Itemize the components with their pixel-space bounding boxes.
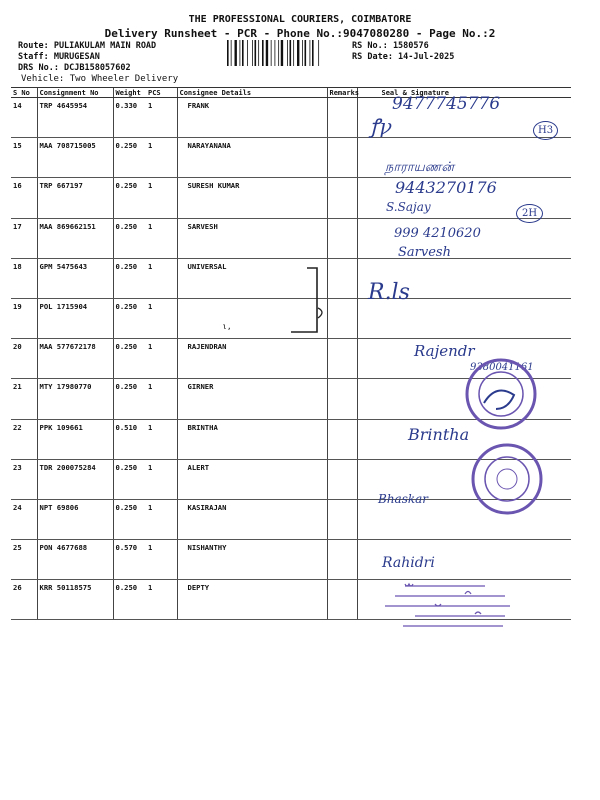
cell-pcs: 1	[146, 459, 177, 499]
cell-consignee: SURESH KUMAR	[177, 178, 327, 218]
col-pcs: PCS	[146, 88, 177, 98]
handwritten-phone: 9477745776	[392, 94, 501, 114]
handwritten-name: S.Sajay	[386, 200, 431, 214]
cell-pcs: 1	[146, 499, 177, 539]
cell-sno: 14	[11, 98, 37, 138]
cell-remarks	[327, 379, 357, 419]
cell-pcs: 1	[146, 379, 177, 419]
barcode-icon	[227, 40, 343, 66]
cell-consignment: GPM 5475643	[37, 258, 113, 298]
cell-weight: 0.250	[113, 339, 146, 379]
seal-stamp-icon	[468, 440, 546, 518]
handwritten-name: Rajendr	[414, 342, 475, 360]
cell-remarks	[327, 499, 357, 539]
rs-number: RS No.: 1580576	[352, 41, 429, 51]
table-row	[11, 138, 571, 178]
cell-consignee: GIRNER	[177, 379, 327, 419]
handwritten-name: Bhaskar	[378, 492, 429, 506]
cell-pcs: 1	[146, 98, 177, 138]
cell-sno: 26	[11, 580, 37, 620]
cell-consignee: NISHANTHY	[177, 540, 327, 580]
table-row	[11, 540, 571, 580]
cell-weight: 0.250	[113, 580, 146, 620]
cell-consignment: PON 4677688	[37, 540, 113, 580]
handwritten-name: Sarvesh	[398, 245, 451, 260]
cell-consignment: MAA 577672178	[37, 339, 113, 379]
cell-weight: 0.250	[113, 138, 146, 178]
cell-consignment: MAA 869662151	[37, 218, 113, 258]
signature-mark-icon: ꝭꝩ	[370, 114, 392, 138]
handwritten-name: Brintha	[408, 425, 470, 444]
handwritten-name: Rahidri	[382, 555, 435, 571]
handwritten-name: R.ls	[368, 280, 410, 305]
cell-consignee: RAJENDRAN	[177, 339, 327, 379]
staff-label: Staff: MURUGESAN	[18, 52, 100, 62]
cell-pcs: 1	[146, 339, 177, 379]
cell-pcs: 1	[146, 178, 177, 218]
cell-sno: 20	[11, 339, 37, 379]
stray-mark-icon: ι,	[222, 322, 232, 331]
cell-consignee: DEPTY	[177, 580, 327, 620]
handwritten-phone: 9443270176	[395, 178, 497, 197]
cell-remarks	[327, 419, 357, 459]
cell-consignee: FRANK	[177, 98, 327, 138]
cell-weight: 0.250	[113, 258, 146, 298]
cell-sno: 16	[11, 178, 37, 218]
cell-consignee: UNIVERSAL	[177, 258, 327, 298]
cell-consignee: SARVESH	[177, 218, 327, 258]
cell-consignment: NPT 69806	[37, 499, 113, 539]
cell-remarks	[327, 138, 357, 178]
cell-sno: 18	[11, 258, 37, 298]
cell-weight: 0.510	[113, 419, 146, 459]
handwritten-phone: 9380041161	[470, 362, 534, 373]
table-row	[11, 218, 571, 258]
cell-consignee: BRINTHA	[177, 419, 327, 459]
cell-sno: 21	[11, 379, 37, 419]
handwritten-phone: 999 4210620	[394, 226, 481, 241]
route-label: Route: PULIAKULAM MAIN ROAD	[18, 41, 157, 51]
cell-weight: 0.570	[113, 540, 146, 580]
vehicle-label: Vehicle: Two Wheeler Delivery	[21, 74, 179, 84]
cell-pcs: 1	[146, 218, 177, 258]
bracket-mark-icon	[285, 262, 335, 337]
cell-weight: 0.250	[113, 218, 146, 258]
cell-consignee: NARAYANANA	[177, 138, 327, 178]
cell-remarks	[327, 540, 357, 580]
col-consignment: Consignment No	[37, 88, 113, 98]
cell-sno: 19	[11, 298, 37, 338]
handwritten-code: 2H	[516, 204, 543, 223]
cell-sno: 22	[11, 419, 37, 459]
col-remarks: Remarks	[327, 88, 357, 98]
cell-consignment: POL 1715904	[37, 298, 113, 338]
cell-pcs: 1	[146, 298, 177, 338]
cell-pcs: 1	[146, 580, 177, 620]
rubber-stamp-icon	[375, 576, 535, 636]
cell-weight: 0.250	[113, 459, 146, 499]
col-sno: S No	[11, 88, 37, 98]
cell-weight: 0.250	[113, 499, 146, 539]
cell-remarks	[327, 178, 357, 218]
runsheet-table	[11, 87, 571, 620]
cell-remarks	[327, 459, 357, 499]
cell-consignee: ALERT	[177, 459, 327, 499]
cell-remarks	[327, 218, 357, 258]
cell-weight: 0.250	[113, 379, 146, 419]
cell-consignment: KRR 50118575	[37, 580, 113, 620]
cell-sno: 24	[11, 499, 37, 539]
rs-date: RS Date: 14-Jul-2025	[352, 52, 455, 62]
cell-consignment: TRP 4645954	[37, 98, 113, 138]
cell-weight: 0.250	[113, 298, 146, 338]
cell-sno: 15	[11, 138, 37, 178]
company-title: THE PROFESSIONAL COURIERS, COIMBATORE	[188, 14, 412, 25]
cell-pcs: 1	[146, 258, 177, 298]
cell-consignment: PPK 109661	[37, 419, 113, 459]
cell-consignment: TDR 200075284	[37, 459, 113, 499]
cell-consignment: MTY 17980770	[37, 379, 113, 419]
tamil-signature-icon: நாராயணன்	[385, 160, 454, 175]
handwritten-code: H3	[533, 121, 558, 140]
runsheet-subtitle: Delivery Runsheet - PCR - Phone No.:9047080280 - Page No.:2	[104, 27, 496, 40]
cell-consignee: KASIRAJAN	[177, 499, 327, 539]
cell-weight: 0.250	[113, 178, 146, 218]
cell-remarks	[327, 580, 357, 620]
cell-consignment: TRP 667197	[37, 178, 113, 218]
col-weight: Weight	[113, 88, 146, 98]
col-consignee: Consignee Details	[177, 88, 327, 98]
cell-sno: 23	[11, 459, 37, 499]
cell-pcs: 1	[146, 138, 177, 178]
col-seal-signature: Seal & Signature	[357, 88, 571, 98]
cell-sno: 25	[11, 540, 37, 580]
seal-stamp-icon	[462, 355, 540, 433]
cell-sno: 17	[11, 218, 37, 258]
cell-remarks	[327, 339, 357, 379]
drs-label: DRS No.: DCJB158057602	[18, 63, 131, 73]
cell-remarks	[327, 98, 357, 138]
cell-weight: 0.330	[113, 98, 146, 138]
cell-pcs: 1	[146, 540, 177, 580]
cell-consignment: MAA 708715005	[37, 138, 113, 178]
cell-pcs: 1	[146, 419, 177, 459]
